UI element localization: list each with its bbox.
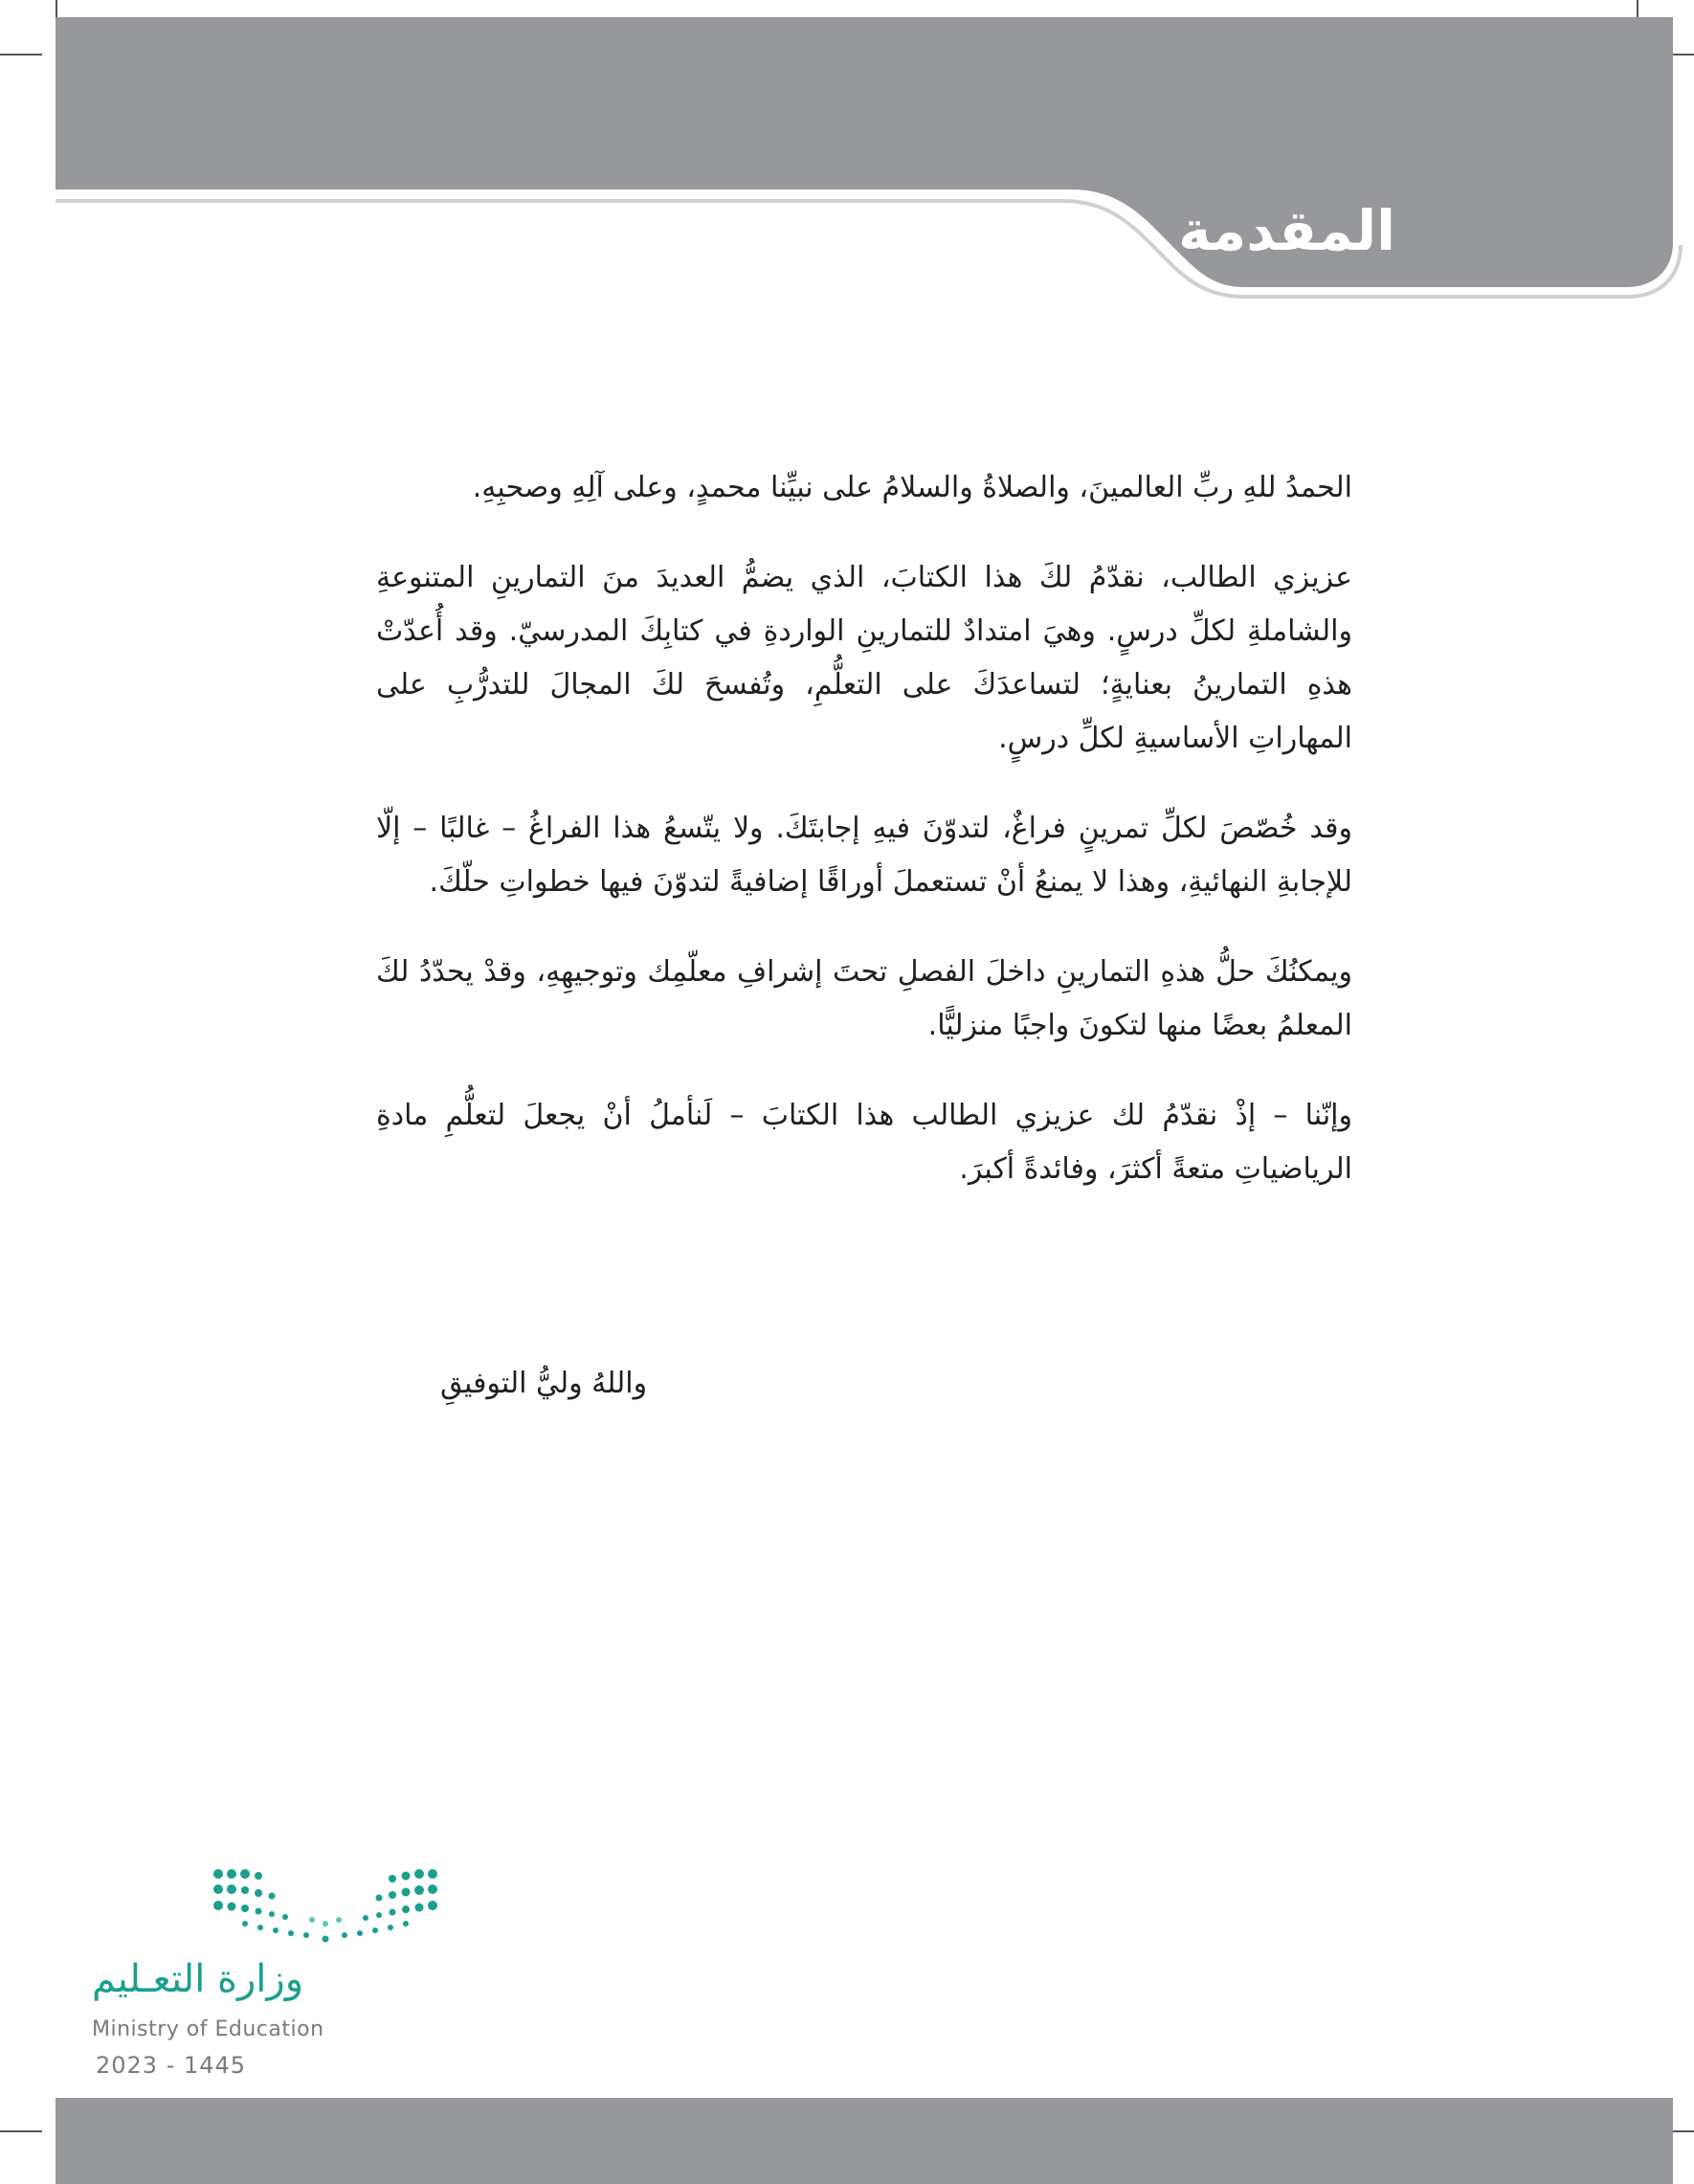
footer-band: [56, 2098, 1673, 2184]
ministry-logo: [92, 1864, 379, 2084]
paragraph-book-intro: عزيزي الطالب، نقدّمُ لكَ هذا الكتابَ، الذي يضمُّ العديدَ منَ التمارينِ المتنوعةِ والشاملةِ لكلِّ درسٍ. وهيَ امتدادٌ للتمارينِ الواردةِ في كتابِكَ المدرسيّ. وقد أُعدّتْ هذهِ التمارينُ بعنايةٍ؛ لتساعدَكَ على التعلُّمِ، وتُفسحَ لكَ المجالَ للتدرُّبِ على المهاراتِ الأساسيةِ لكلِّ درسٍ.: [376, 561, 1352, 755]
page-title: المقدمة: [1178, 198, 1395, 263]
paragraph-classroom-use: ويمكنُكَ حلُّ هذهِ التمارينِ داخلَ الفصلِ تحتَ إشرافِ معلّمِك وتوجيهِهِ، وقدْ يحدّدُ لكَ المعلمُ بعضًا منها لتكونَ واجبًا منزليًّا.: [376, 955, 1352, 1042]
ministry-name-arabic: وزارة التعـليم: [92, 1957, 304, 2001]
ministry-logo-dots-icon: [207, 1864, 446, 1950]
introduction-body: [376, 461, 1352, 1233]
edition-year: 2023 - 1445: [96, 2052, 247, 2079]
paragraph-closing-hope: وإنّنا – إذْ نقدّمُ لك عزيزي الطالب هذا الكتابَ – لَنأملُ أنْ يجعلَ لتعلُّمِ مادةِ الرياضياتِ متعةً أكثرَ، وفائدةً أكبرَ.: [376, 1099, 1352, 1186]
closing-line: واللهُ وليُّ التوفيقِ: [440, 1367, 648, 1400]
header-title-tab: [0, 0, 1694, 325]
paragraph-praise: الحمدُ للهِ ربِّ العالمينَ، والصلاةُ والسلامُ على نبيِّنا محمدٍ، وعلى آلِهِ وصحبِهِ.: [472, 471, 1352, 504]
paragraph-answer-space: وقد خُصّصَ لكلِّ تمرينٍ فراغٌ، لتدوّنَ فيهِ إجابتَكَ. ولا يتّسعُ هذا الفراغُ – غالبًا – إلّا للإجابةِ النهائيةِ، وهذا لا يمنعُ أنْ تستعملَ أوراقًا إضافيةً لتدوّنَ فيها خطواتِ حلّكَ.: [376, 812, 1352, 899]
ministry-name-english: Ministry of Education: [92, 2017, 324, 2041]
crop-mark-bottom-left-h: [0, 2130, 42, 2132]
